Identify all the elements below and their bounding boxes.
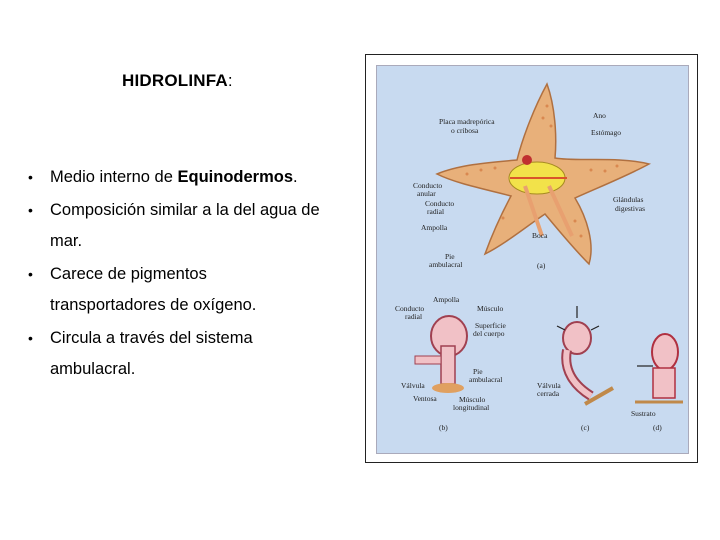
label-conducto-anular: Conducto [413, 181, 443, 190]
title-text: HIDROLINFA [122, 71, 228, 90]
label-conducto-b: Conducto [395, 304, 425, 313]
label-conducto-radial: Conducto [425, 199, 455, 208]
starfish-figure [365, 54, 698, 463]
bullet-item [28, 195, 358, 257]
label-a: (a) [537, 261, 546, 270]
label-pie2: ambulacral [429, 260, 463, 269]
bullet-text-cont: ambulacral. [50, 360, 136, 378]
label-musculo: Músculo [477, 304, 504, 313]
bullet-item [28, 259, 358, 321]
slide-title [122, 71, 233, 91]
label-glandulas: Glándulas [613, 195, 644, 204]
label-sustrato: Sustrato [631, 409, 656, 418]
label-placa: Placa madrepórica [439, 117, 495, 126]
label-valvula-c2: cerrada [537, 389, 560, 398]
bullet-item [28, 323, 358, 385]
label-glandulas2: digestivas [615, 204, 645, 213]
label-pie-b2: ambulacral [469, 375, 503, 384]
figure-background [376, 65, 689, 454]
bullet-text: Medio interno de [50, 168, 178, 186]
label-musculo-long: Músculo [459, 395, 486, 404]
tube-foot-c [557, 306, 613, 404]
tube-foot-d [635, 334, 683, 402]
label-ano: Ano [593, 111, 606, 120]
bullet-text: Carece de pigmentos [50, 265, 207, 283]
starfish-illustration [377, 66, 688, 453]
label-superficie2: del cuerpo [473, 329, 505, 338]
label-ampolla: Ampolla [421, 223, 448, 232]
label-placa2: o cribosa [451, 126, 479, 135]
label-conducto-radial2: radial [427, 207, 445, 216]
label-ventosa: Ventosa [413, 394, 437, 403]
label-b: (b) [439, 423, 448, 432]
label-pie: Pie [445, 252, 455, 261]
bullet-dot: • [28, 169, 33, 185]
bullet-dot: • [28, 330, 33, 346]
label-estomago: Estómago [591, 128, 621, 137]
bullet-item [28, 162, 358, 193]
label-d: (d) [653, 423, 662, 432]
bullet-text: Circula a través del sistema [50, 329, 253, 347]
label-conducto-b2: radial [405, 312, 423, 321]
bullet-text-cont: transportadores de oxígeno. [50, 296, 257, 314]
bullet-text: Composición similar a la del agua de [50, 201, 320, 219]
bullet-dot: • [28, 202, 33, 218]
bullet-text-end: . [293, 168, 298, 186]
label-valvula-c: Válvula [537, 381, 561, 390]
bullet-text-cont: mar. [50, 232, 83, 250]
title-colon: : [227, 71, 233, 90]
bullet-bold-text: Equinodermos [177, 168, 294, 186]
label-pie-b: Pie [473, 367, 483, 376]
label-musculo-long2: longitudinal [453, 403, 490, 412]
label-superficie: Superficie [475, 321, 506, 330]
label-valvula: Válvula [401, 381, 425, 390]
label-ampolla-b: Ampolla [433, 295, 460, 304]
label-boca: Boca [532, 231, 548, 240]
label-c: (c) [581, 423, 590, 432]
bullet-dot: • [28, 266, 33, 282]
bullet-list [28, 162, 358, 387]
label-conducto-anular2: anular [417, 189, 436, 198]
